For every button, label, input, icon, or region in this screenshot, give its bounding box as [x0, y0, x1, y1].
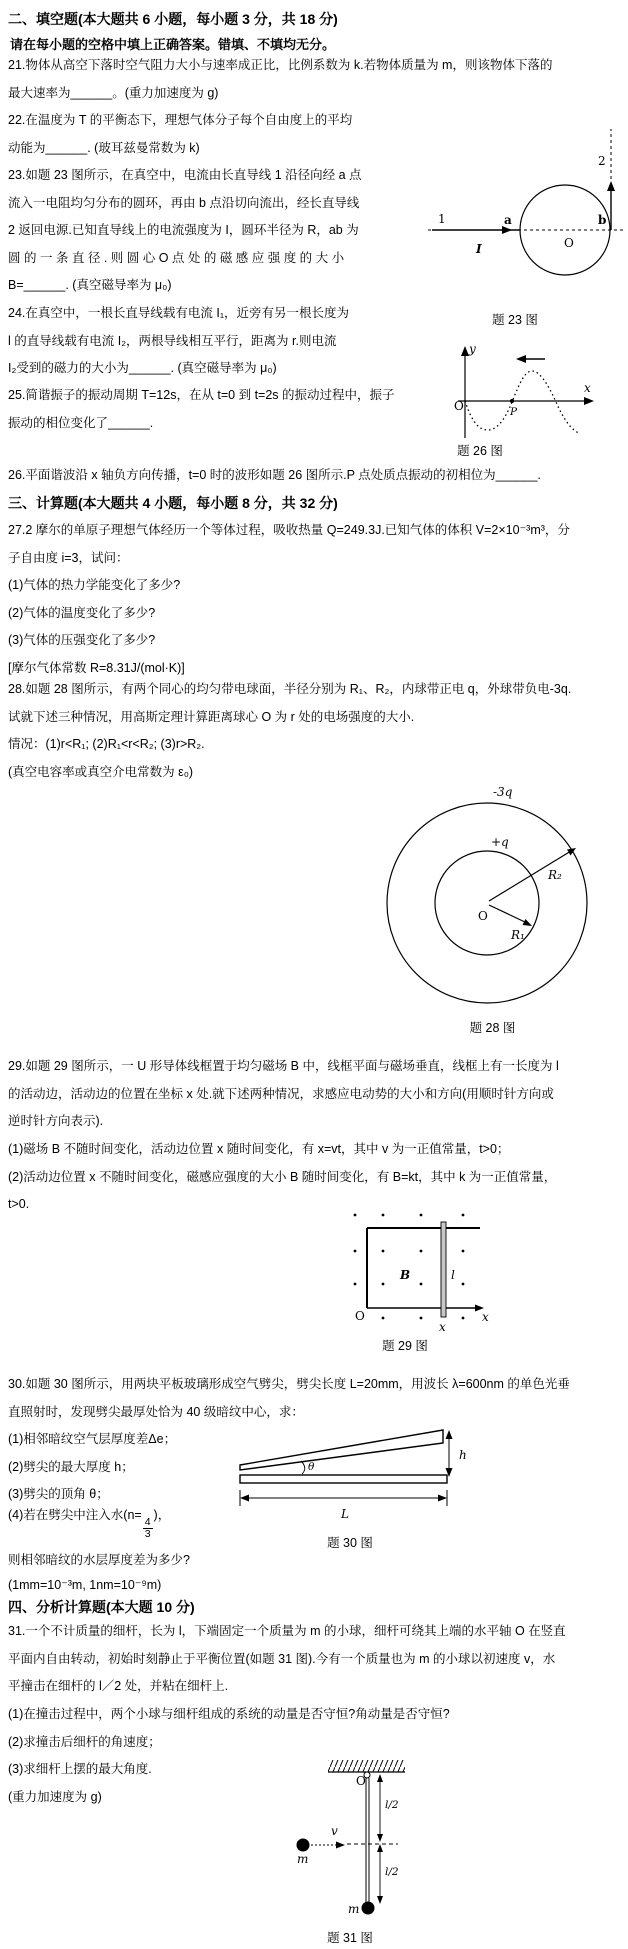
fig30-length-label: L: [341, 1507, 349, 1521]
fig28-inner-charge-label: +q: [491, 835, 509, 849]
fig29-rod-length-label: l: [451, 1268, 455, 1282]
fig28-center-label: O: [478, 909, 488, 923]
fig31-lower-half-label: l/2: [385, 1866, 399, 1878]
question-30-items: (1)相邻暗纹空气层厚度差Δe； (2)劈尖的最大厚度 h； (3)劈尖的顶角 θ；: [8, 1432, 177, 1501]
item4-prefix: (4)若在劈尖中注入水(n=: [8, 1508, 142, 1522]
fig28-drawing: [385, 786, 600, 1014]
fig30-height-label: h: [459, 1448, 467, 1462]
fig26-drawing: [408, 340, 628, 440]
fill-blank-instruction: 请在每小题的空格中填上正确答案。错填、不填均无分。: [10, 37, 336, 52]
question-21: 21.物体从高空下落时空气阻力大小与速率成正比，比例系数为 k.若物体质量为 m，则该物体下落的 最大速率为______。(重力加速度为 g): [8, 58, 553, 100]
fig31-velocity-label: v: [331, 1824, 338, 1838]
fig31-ball-end-label: m: [348, 1902, 360, 1916]
fig28-r1-label: R₁: [511, 928, 525, 942]
question-29-cont: t>0.: [8, 1197, 30, 1211]
fig31-caption: 题 31 图: [327, 1931, 373, 1945]
fig23-drawing: [408, 125, 628, 290]
fig26-x-axis-label: x: [584, 381, 591, 395]
fig29-x-pos-label: x: [439, 1320, 446, 1334]
fig29-caption: 题 29 图: [382, 1339, 428, 1353]
fig23-wire2-label: 2: [598, 154, 606, 168]
question-24: 24.在真空中，一根长直导线载有电流 I₁，近旁有另一根长度为 l 的直导线载有电流 I₂，两根导线相互平行，距离为 r.则电流 I₂受到的磁力的大小为______. (真空磁导率为 μ₀): [8, 306, 350, 375]
item4-suffix: )，: [153, 1508, 171, 1522]
question-28: 28.如题 28 图所示，有两个同心的均匀带电球面，半径分别为 R₁、R₂，内球带正电 q，外球带负电-3q. 试就下述三种情况，用高斯定理计算距离球心 O 为 r 处的电场强度的大小.: [8, 682, 572, 724]
question-31-note: (重力加速度为 g): [8, 1790, 102, 1804]
question-27-items: (1)气体的热力学能变化了多少? (2)气体的温度变化了多少? (3)气体的压强变化了多少?: [8, 578, 181, 647]
question-31-items: (1)在撞击过程中，两个小球与细杆组成的系统的动量是否守恒?角动量是否守恒? (2)求撞击后细杆的角速度； (3)求细杆上摆的最大角度.: [8, 1707, 450, 1776]
fig26-point-p-label: P: [510, 406, 518, 418]
fig30-caption: 题 30 图: [327, 1536, 373, 1550]
fig26-caption: 题 26 图: [457, 444, 503, 458]
question-30-item4: [8, 1502, 171, 1541]
fig29-origin-label: O: [355, 1309, 365, 1323]
fraction-denominator: 3: [144, 1528, 151, 1541]
fig23-point-a-label: a: [504, 213, 512, 227]
question-30-cont: 则相邻暗纹的水层厚度差为多少?: [8, 1553, 190, 1567]
fraction-numerator: 4: [144, 1516, 151, 1528]
question-29: 29.如题 29 图所示，一 U 形导体线框置于均匀磁场 B 中，线框平面与磁场垂直，线框上有一长度为 l 的活动边，活动边的位置在坐标 x 处.就下述两种情况，求感应电动势的大小和方向(用顺时针方向或 逆时针方向表示).: [8, 1059, 559, 1128]
fig28-r2-label: R₂: [548, 868, 562, 882]
question-28-note: (真空电容率或真空介电常数为 ε₀): [8, 765, 194, 779]
question-27-note: [摩尔气体常数 R=8.31J/(mol·K)]: [8, 661, 185, 675]
fig29-x-axis-label: x: [482, 1310, 489, 1324]
fig26-origin-label: O: [454, 399, 464, 413]
fig28-caption: 题 28 图: [469, 1021, 516, 1035]
question-28-cases: 情况：(1)r<R₁; (2)R₁<r<R₂; (3)r>R₂.: [8, 737, 205, 751]
question-22: 22.在温度为 T 的平衡态下，理想气体分子每个自由度上的平均 动能为______. (玻耳兹曼常数为 k): [8, 113, 353, 155]
fig26-y-axis-label: y: [469, 342, 476, 356]
section-calc-title: 三、计算题(本大题共 4 小题，每小题 8 分，共 32 分): [8, 495, 338, 511]
fig23-center-o-label: O: [564, 236, 574, 250]
question-30-note: (1mm=10⁻³m, 1nm=10⁻⁹m): [8, 1578, 162, 1592]
question-25: 25.简谐振子的振动周期 T=12s，在从 t=0 到 t=2s 的振动过程中，振子 振动的相位变化了______.: [8, 388, 395, 430]
fraction-n: [143, 1517, 153, 1540]
fig29-field-label: B: [400, 1268, 411, 1282]
fig31-upper-half-label: l/2: [385, 1799, 399, 1811]
question-26: 26.平面谐波沿 x 轴负方向传播，t=0 时的波形如题 26 图所示.P 点处质点振动的初相位为______.: [8, 468, 541, 482]
fig28-outer-charge-label: -3q: [493, 786, 513, 799]
fig31-pivot-label: O: [356, 1774, 366, 1788]
question-31: 31.一个不计质量的细杆，长为 l，下端固定一个质量为 m 的小球，细杆可绕其上端的水平轴 O 在竖直 平面内自由转动，初始时刻静止于平衡位置(如题 31 图).今有一个质量也为 m 的小球以初速度 v，水 平撞击在细杆的 l／2 处，并粘在细杆上.: [8, 1624, 566, 1693]
question-27: 27.2 摩尔的单原子理想气体经历一个等体过程，吸收热量 Q=249.3J.已知气体的体积 V=2×10⁻³m³，分 子自由度 i=3，试问：: [8, 523, 570, 565]
fig31-drawing: [285, 1755, 455, 1927]
fig23-current-label: I: [476, 242, 482, 256]
fig31-ball-in-label: m: [297, 1852, 309, 1866]
fig23-point-b-label: b: [598, 213, 607, 227]
fig23-wire1-label: 1: [438, 212, 446, 226]
fig30-angle-label: θ: [308, 1461, 315, 1473]
fig23-caption: 题 23 图: [492, 313, 538, 327]
question-30: 30.如题 30 图所示，用两块平板玻璃形成空气劈尖，劈尖长度 L=20mm，用波长 λ=600nm 的单色光垂 直照射时，发现劈尖最厚处恰为 40 级暗纹中心，求：: [8, 1377, 570, 1419]
section-fill-blank-title: 二、填空题(本大题共 6 小题，每小题 3 分，共 18 分): [8, 11, 338, 27]
fig30-drawing: [228, 1420, 478, 1526]
question-23: 23.如题 23 图所示，在真空中，电流由长直导线 1 沿径向经 a 点 流入一电阻均匀分布的圆环，再由 b 点沿切向流出，经长直导线 2 返回电源.已知直导线上的电流强度为 I，圆环半径为 R，ab 为 圆 的 一 条 直 径 . 则 圆 心 O 点 处 的 磁 感 应 强 度 的 大 小 B=______. (真空磁导率为 μ₀): [8, 168, 362, 292]
section-analysis-title: 四、分析计算题(本大题 10 分): [8, 1599, 195, 1615]
question-29-items: (1)磁场 B 不随时间变化，活动边位置 x 随时间变化，有 x=vt，其中 v 为一正值常量，t>0； (2)活动边位置 x 不随时间变化，磁感应强度的大小 B 随时间变化，有 B=kt，其中 k 为一正值常量，: [8, 1142, 557, 1184]
fig29-drawing: [345, 1205, 495, 1335]
